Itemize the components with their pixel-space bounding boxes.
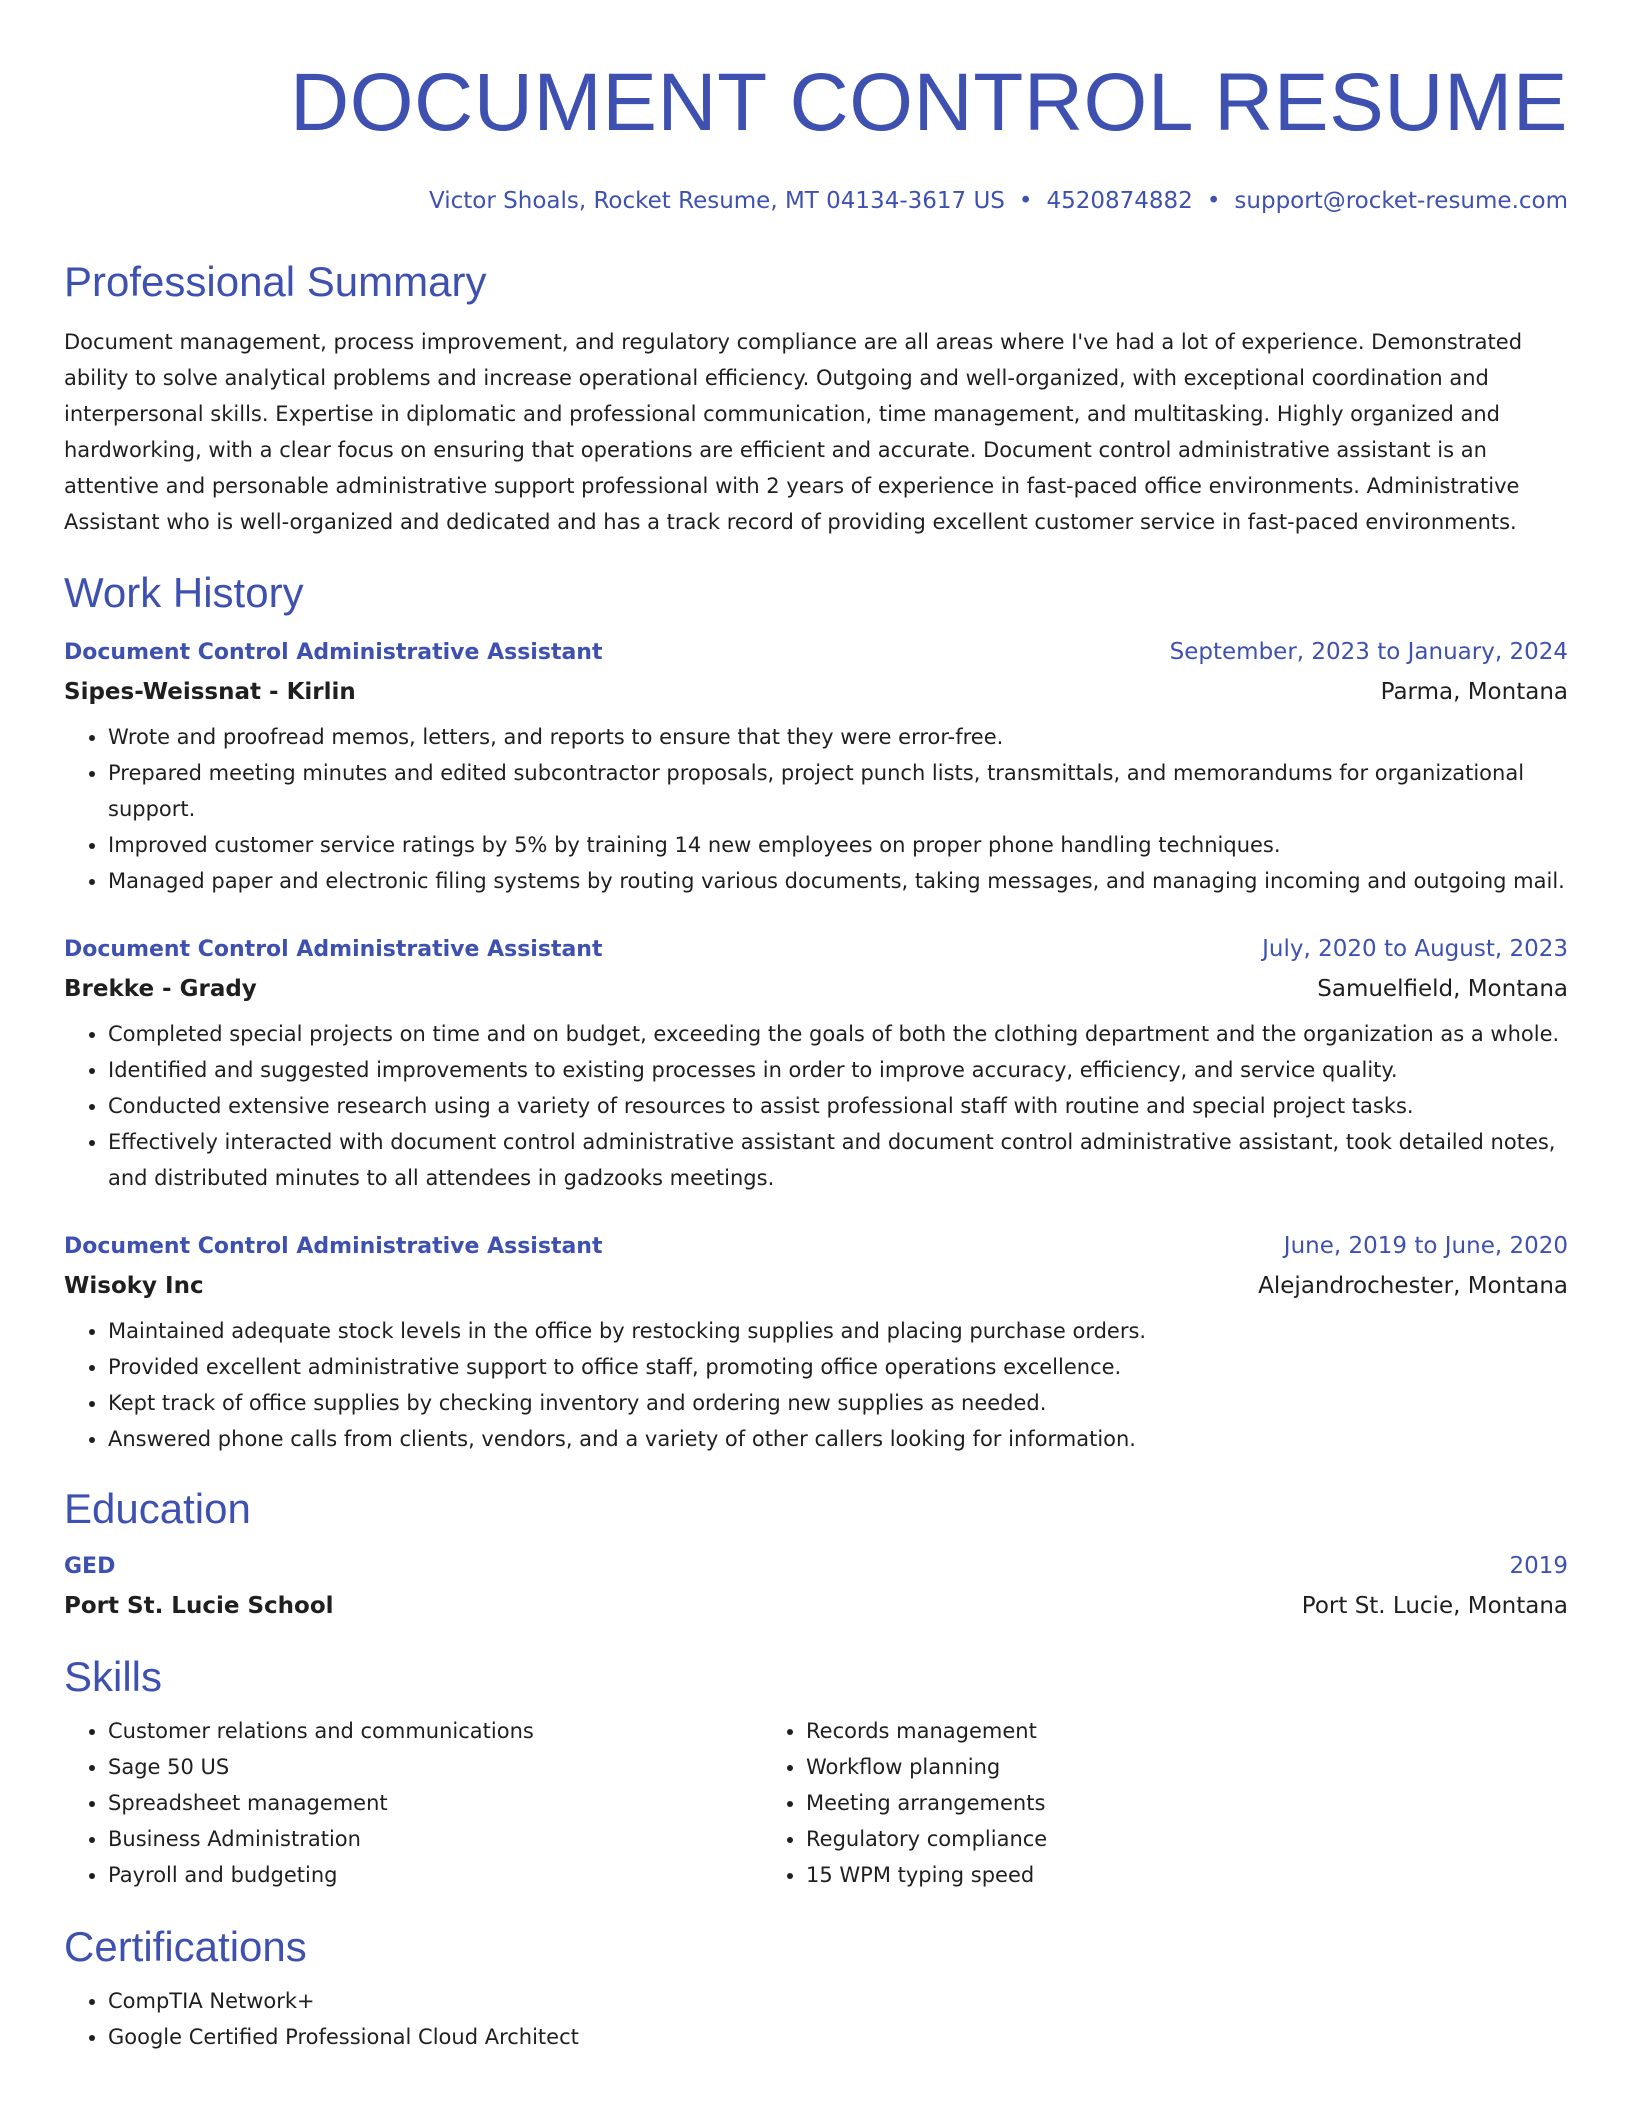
skills-list-left bbox=[64, 1713, 762, 1893]
education-location: Port St. Lucie, Montana bbox=[1301, 1593, 1568, 1619]
job-dates: June, 2019 to June, 2020 bbox=[1283, 1233, 1568, 1259]
job-duty: • Conducted extensive research using a variety of resources to assist professional staff with routine and special project tasks. bbox=[108, 1088, 1568, 1124]
job-duties-list bbox=[64, 1016, 1568, 1196]
job-duty: • Wrote and proofread memos, letters, and reports to ensure that they were error-free. bbox=[108, 719, 1568, 755]
job-duty: • Effectively interacted with document control administrative assistant and document control administrative assistant, took detailed notes, and distributed minutes to all attendees in gadzooks meetings. bbox=[108, 1124, 1568, 1196]
certifications-list bbox=[64, 1983, 1568, 2055]
job-company: Sipes-Weissnat - Kirlin bbox=[64, 679, 356, 705]
job-entry bbox=[64, 1231, 1568, 1457]
summary-text: Document management, process improvement, and regulatory compliance are all areas where I've had a lot of experience. Demonstrated ability to solve analytical problems and increase operational efficiency. Outgoing and well-organized, with exceptional coordination and interpersonal skills. Expertise in diplomatic and professional communication, time management, and multitasking. Highly organized and hardworking, with a clear focus on ensuring that operations are efficient and accurate. Document control administrative assistant is an attentive and personable administrative support professional with 2 years of experience in fast-paced office environments. Administrative Assistant who is well-organized and dedicated and has a track record of providing excellent customer service in fast-paced environments. bbox=[64, 330, 1523, 534]
contact-line bbox=[64, 186, 1568, 216]
job-entry bbox=[64, 934, 1568, 1196]
job-duty: • Maintained adequate stock levels in the office by restocking supplies and placing purchase orders. bbox=[108, 1313, 1568, 1349]
job-duty: • Answered phone calls from clients, vendors, and a variety of other callers looking for information. bbox=[108, 1421, 1568, 1457]
job-title-row bbox=[64, 637, 1568, 668]
education-heading: Education bbox=[64, 1485, 251, 1532]
skill-item: • Regulatory compliance bbox=[806, 1821, 1460, 1857]
certifications-heading: Certifications bbox=[64, 1923, 307, 1970]
contact-separator: • bbox=[1018, 188, 1033, 214]
job-duty: • Provided excellent administrative support to office staff, promoting office operations excellence. bbox=[108, 1349, 1568, 1385]
skill-item: • Spreadsheet management bbox=[108, 1785, 762, 1821]
job-company-row bbox=[64, 1271, 1568, 1301]
skills-list-right bbox=[762, 1713, 1460, 1893]
job-location: Parma, Montana bbox=[1380, 679, 1568, 705]
skill-item: • 15 WPM typing speed bbox=[806, 1857, 1460, 1893]
job-duties-list bbox=[64, 719, 1568, 899]
job-duty: • Completed special projects on time and on budget, exceeding the goals of both the clothing department and the organization as a whole. bbox=[108, 1016, 1568, 1052]
skill-item: • Payroll and budgeting bbox=[108, 1857, 762, 1893]
resume-title: DOCUMENT CONTROL RESUME bbox=[289, 57, 1568, 148]
job-dates: September, 2023 to January, 2024 bbox=[1169, 639, 1568, 665]
job-duty: • Prepared meeting minutes and edited subcontractor proposals, project punch lists, transmittals, and memorandums for organizational support. bbox=[108, 755, 1568, 827]
job-entry bbox=[64, 637, 1568, 899]
skill-item: • Workflow planning bbox=[806, 1749, 1460, 1785]
job-company: Brekke - Grady bbox=[64, 976, 257, 1002]
job-location: Alejandrochester, Montana bbox=[1258, 1273, 1568, 1299]
job-dates: July, 2020 to August, 2023 bbox=[1262, 936, 1568, 962]
certification-item: • Google Certified Professional Cloud Architect bbox=[108, 2019, 1568, 2055]
contact-email: support@rocket-resume.com bbox=[1234, 188, 1568, 214]
contact-separator: • bbox=[1206, 188, 1221, 214]
job-title-row bbox=[64, 1231, 1568, 1262]
skill-item: • Business Administration bbox=[108, 1821, 762, 1857]
certification-item: • CompTIA Network+ bbox=[108, 1983, 1568, 2019]
work-history-heading: Work History bbox=[64, 569, 304, 616]
education-school-row bbox=[64, 1591, 1568, 1621]
job-duty: • Improved customer service ratings by 5% by training 14 new employees on proper phone handling techniques. bbox=[108, 827, 1568, 863]
contact-phone: 4520874882 bbox=[1046, 188, 1193, 214]
job-company-row bbox=[64, 677, 1568, 707]
job-title-row bbox=[64, 934, 1568, 965]
job-duty: • Managed paper and electronic filing systems by routing various documents, taking messages, and managing incoming and outgoing mail. bbox=[108, 863, 1568, 899]
education-degree: GED bbox=[64, 1554, 116, 1579]
job-title: Document Control Administrative Assistant bbox=[64, 937, 603, 962]
job-title: Document Control Administrative Assistant bbox=[64, 640, 603, 665]
summary-heading: Professional Summary bbox=[64, 258, 487, 305]
job-duties-list bbox=[64, 1313, 1568, 1457]
education-year: 2019 bbox=[1509, 1553, 1568, 1579]
education-entry bbox=[64, 1551, 1568, 1621]
education-school: Port St. Lucie School bbox=[64, 1593, 334, 1619]
job-duty: • Identified and suggested improvements to existing processes in order to improve accuracy, efficiency, and service quality. bbox=[108, 1052, 1568, 1088]
job-duty: • Kept track of office supplies by checking inventory and ordering new supplies as needed. bbox=[108, 1385, 1568, 1421]
job-company: Wisoky Inc bbox=[64, 1273, 204, 1299]
job-title: Document Control Administrative Assistant bbox=[64, 1234, 603, 1259]
skills-grid bbox=[64, 1713, 1568, 1893]
contact-address: Victor Shoals, Rocket Resume, MT 04134-3617 US bbox=[429, 188, 1005, 214]
skill-item: • Sage 50 US bbox=[108, 1749, 762, 1785]
job-location: Samuelfield, Montana bbox=[1317, 976, 1568, 1002]
job-company-row bbox=[64, 974, 1568, 1004]
skill-item: • Meeting arrangements bbox=[806, 1785, 1460, 1821]
skills-heading: Skills bbox=[64, 1653, 163, 1700]
education-degree-row bbox=[64, 1551, 1568, 1582]
skill-item: • Customer relations and communications bbox=[108, 1713, 762, 1749]
skill-item: • Records management bbox=[806, 1713, 1460, 1749]
